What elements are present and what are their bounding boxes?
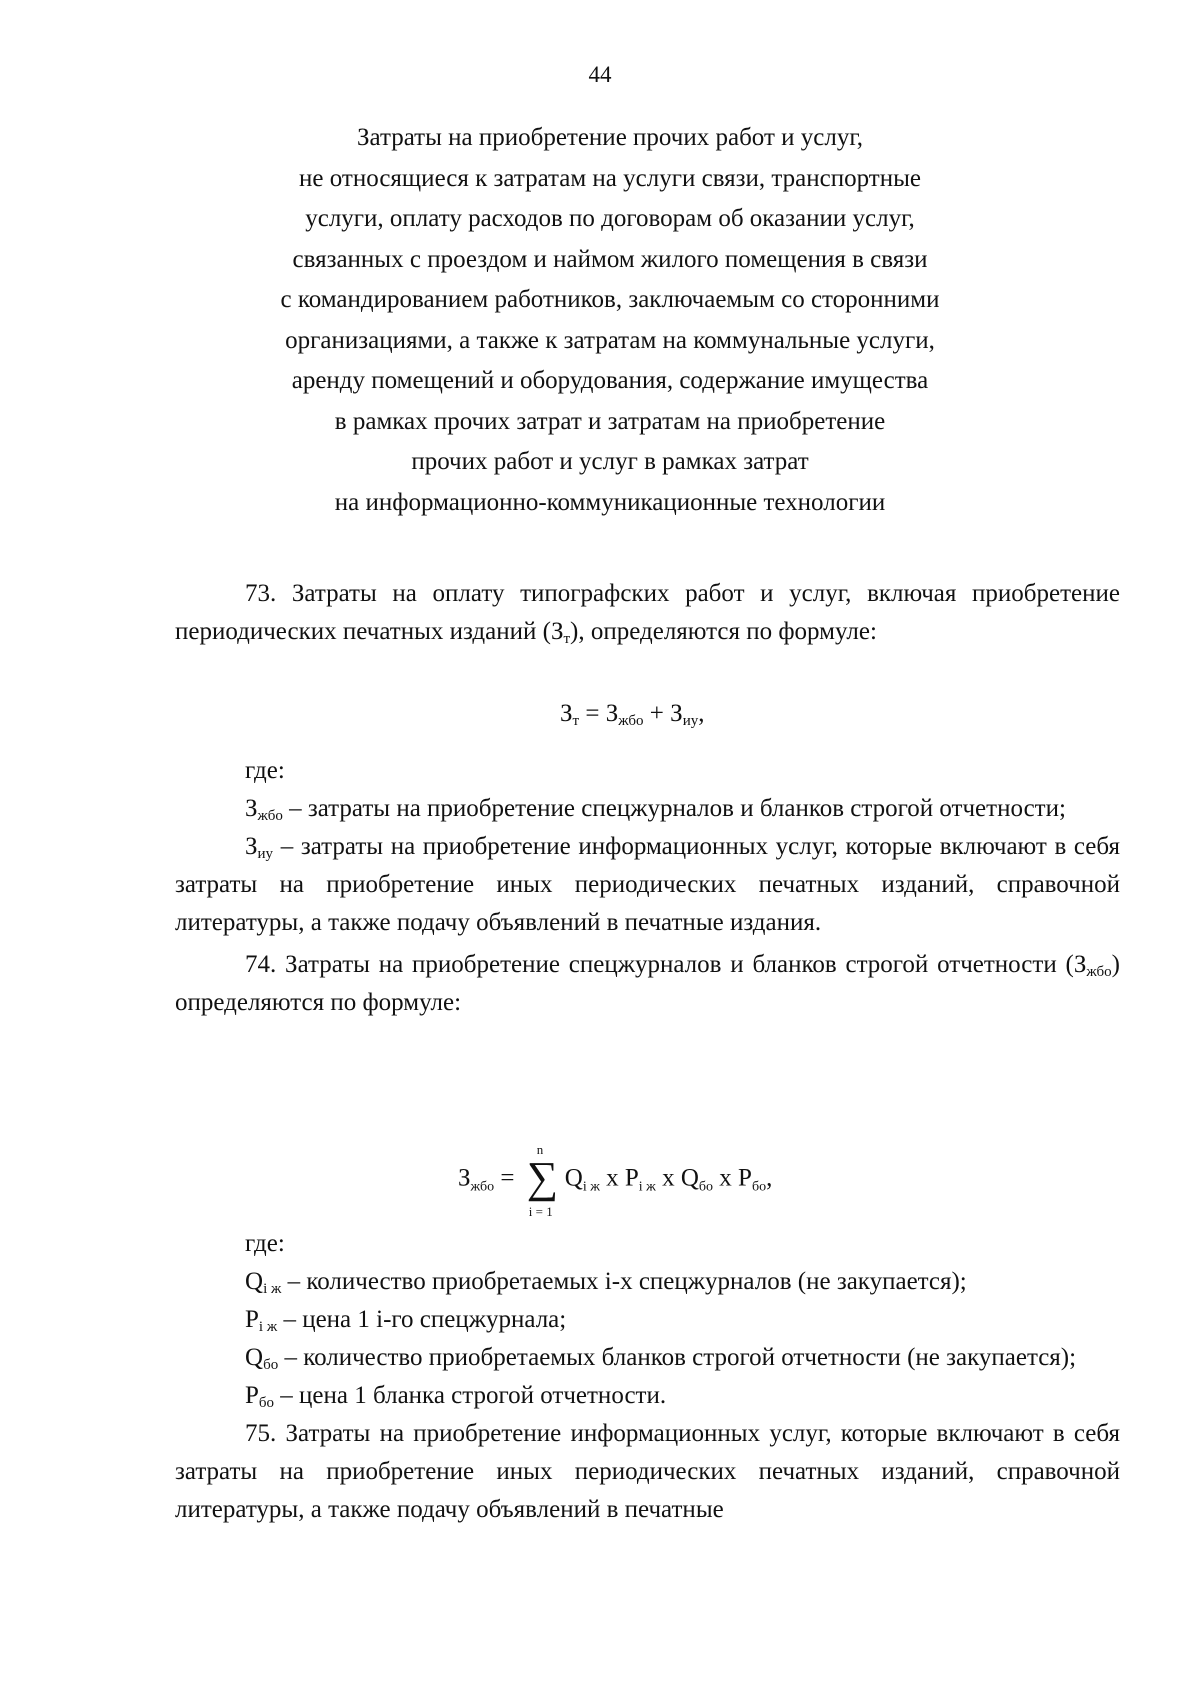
heading-line: услуги, оплату расходов по договорам об оказании услуг, [305,205,915,232]
heading-line: на информационно-коммуникационные технологии [334,488,886,516]
definition: $Q_{i ж}$ – количество приобретаемых i-х спецжурналов (не закупается); [245,1268,967,1297]
formula-zt: $З_т = З_{жбо} + З_{иу}$, [560,700,705,729]
where-label: где: [245,1230,285,1257]
sigma-icon: ∑ [526,1153,559,1202]
heading-line: прочих работ и услуг в рамках затрат [411,448,809,475]
section-73-intro: 73. Затраты на оплату типографских работ и услуг, включая приобретение периодических печатных изданий $(З_т)$, определяются по формуле: [175,580,1120,647]
heading-line: с командированием работников, заключаемым со сторонними [280,286,940,313]
page-number: 44 [588,62,612,87]
definition: $Q_{бо}$ – количество приобретаемых бланков строгой отчетности (не закупается); [245,1344,1077,1373]
definition: $З_{жбо}$ – затраты на приобретение спецжурналов и бланков строгой отчетности; [245,795,1066,824]
section-73-definitions [175,752,1120,1022]
heading-line: аренду помещений и оборудования, содержание имущества [291,367,929,394]
section-heading [180,118,1040,523]
sum-symbol: n ∑ i = 1 [526,1142,559,1219]
heading-line: организациями, а также к затратам на коммунальные услуги, [285,326,935,354]
heading-line: связанных с проездом и наймом жилого помещения в связи [292,245,928,273]
heading-line: Затраты на приобретение прочих работ и услуг, [356,124,864,151]
section-74-intro: 74. Затраты на приобретение спецжурналов и бланков строгой отчетности $(З_{жбо})$ определяются по формуле: [175,951,1120,1016]
formula-zjbo: $З_{жбо}$ = n ∑ i = 1 $Q_{i ж}$ x $P_{i ж}$ x $Q_{бо}$ x $P_{бо}$, [458,1142,773,1219]
heading-line: не относящиеся к затратам на услуги связи, транспортные [299,164,921,192]
section-75-intro: 75. Затраты на приобретение информационных услуг, которые включают в себя затраты на приобретение иных периодических печатных изданий, справочной литературы, а также подачу объявлений в печатные [175,1420,1120,1523]
section-74-definitions [175,1225,1120,1529]
definition: $P_{бо}$ – цена 1 бланка строгой отчетности. [245,1382,667,1411]
where-label: где: [245,757,285,784]
definition: $P_{i ж}$ – цена 1 i-го спецжурнала; [245,1306,567,1335]
heading-line: в рамках прочих затрат и затратам на приобретение [334,407,886,435]
definition: $З_{иу}$ – затраты на приобретение информационных услуг, которые включают в себя затраты на приобретение иных периодических печатных изданий, справочной литературы, а также подачу объявлений в печатные издания. [175,833,1120,936]
